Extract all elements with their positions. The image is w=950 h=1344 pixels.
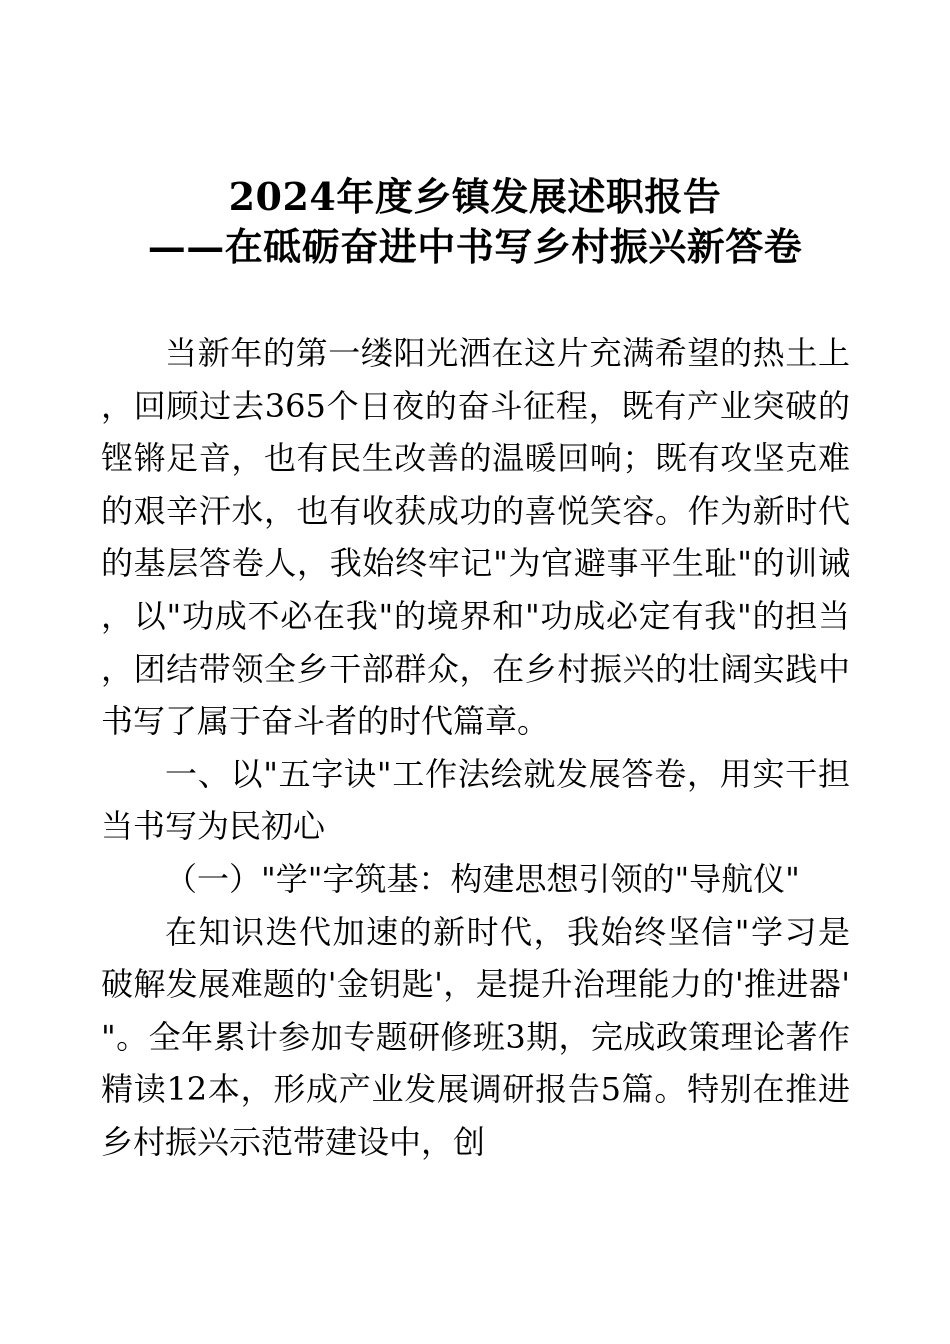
document-body — [101, 327, 850, 1169]
title-line-subtitle: ——在砥砺奋进中书写乡村振兴新答卷 — [147, 224, 803, 269]
section-heading-1: 一、以"五字诀"工作法绘就发展答卷，用实干担当书写为民初心 — [101, 754, 850, 846]
body-paragraph: 在知识迭代加速的新时代，我始终坚信"学习是破解发展难题的'金钥匙'，是提升治理能力的'推进器'"。全年累计参加专题研修班3期，完成政策理论著作精读12本，形成产业发展调研报告5篇。特别在推进乡村振兴示范带建设中，创 — [101, 912, 850, 1161]
document-title — [0, 172, 950, 272]
intro-paragraph: 当新年的第一缕阳光洒在这片充满希望的热土上，回顾过去365个日夜的奋斗征程，既有产业突破的铿锵足音，也有民生改善的温暖回响；既有攻坚克难的艰辛汗水，也有收获成功的喜悦笑容。作为新时代的基层答卷人，我始终牢记"为官避事平生耻"的训诫，以"功成不必在我"的境界和"功成必定有我"的担当，团结带领全乡干部群众，在乡村振兴的壮阔实践中书写了属于奋斗者的时代篇章。 — [101, 334, 850, 741]
title-line-main: 2024年度乡镇发展述职报告 — [228, 174, 722, 219]
subsection-heading-1: （一）"学"字筑基：构建思想引领的"导航仪" — [165, 859, 800, 898]
